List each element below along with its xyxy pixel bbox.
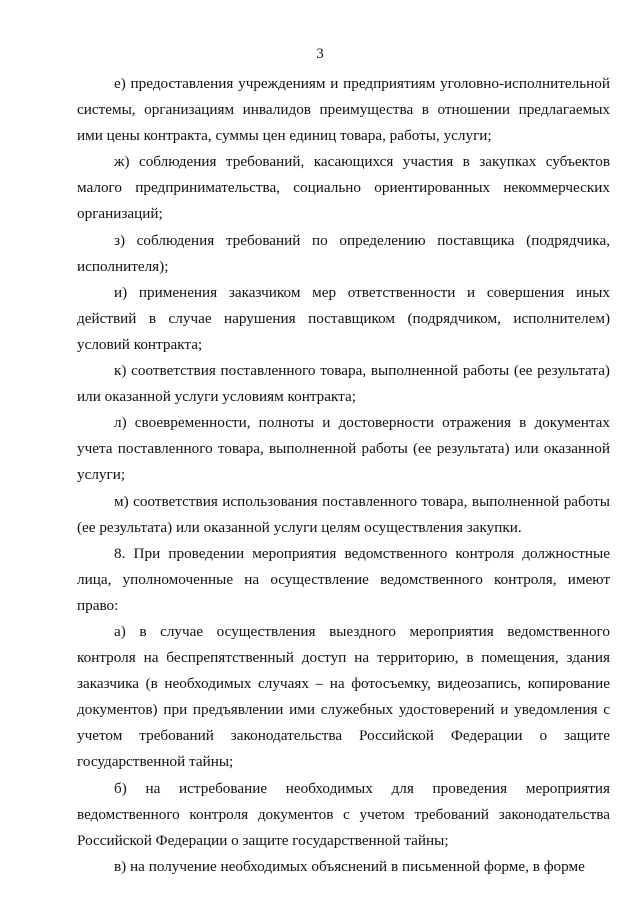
paragraph-i: и) применения заказчиком мер ответственности и совершения иных действий в случае нарушения поставщиком (подрядчиком, исполнителем) условий контракта; (77, 283, 610, 353)
paragraph-e: е) предоставления учреждениям и предприятиям уголовно-исполнительной системы, организациям инвалидов преимущества в отношении предлагаемых ими цены контракта, суммы цен единиц товара, работы, услуги; (77, 75, 610, 145)
paragraph-l: л) своевременности, полноты и достоверности отражения в документах учета поставленного товара, выполненной работы (ее результата) или оказанной услуги; (77, 414, 610, 484)
paragraph-z: з) соблюдения требований по определению поставщика (подрядчика, исполнителя); (77, 231, 610, 275)
paragraph-k: к) соответствия поставленного товара, выполненной работы (ее результата) или оказанной услуги условиям контракта; (77, 362, 610, 406)
paragraph-v: в) на получение необходимых объяснений в письменной форме, в форме (114, 857, 585, 875)
paragraph-zh: ж) соблюдения требований, касающихся участия в закупках субъектов малого предпринимательства, социально ориентированных некоммерческих организаций; (77, 153, 610, 223)
paragraph-8: 8. При проведении мероприятия ведомственного контроля должностные лица, уполномоченные на осуществление ведомственного контроля, имеют право: (77, 544, 610, 614)
document-body (77, 71, 610, 880)
paragraph-a: а) в случае осуществления выездного мероприятия ведомственного контроля на беспрепятственный доступ на территорию, в помещения, здания заказчика (в необходимых случаях – на фотосъемку, видеозапись, копирование документов) при предъявлении ими служебных удостоверений и уведомления с учетом требований законодательства Российской Федерации о защите государственной тайны; (77, 622, 610, 771)
page-number: 3 (316, 46, 324, 62)
paragraph-m: м) соответствия использования поставленного товара, выполненной работы (ее результата) или оказанной услуги целям осуществления закупки. (77, 492, 610, 536)
paragraph-b: б) на истребование необходимых для проведения мероприятия ведомственного контроля документов с учетом требований законодательства Российской Федерации о защите государственной тайны; (77, 779, 610, 849)
